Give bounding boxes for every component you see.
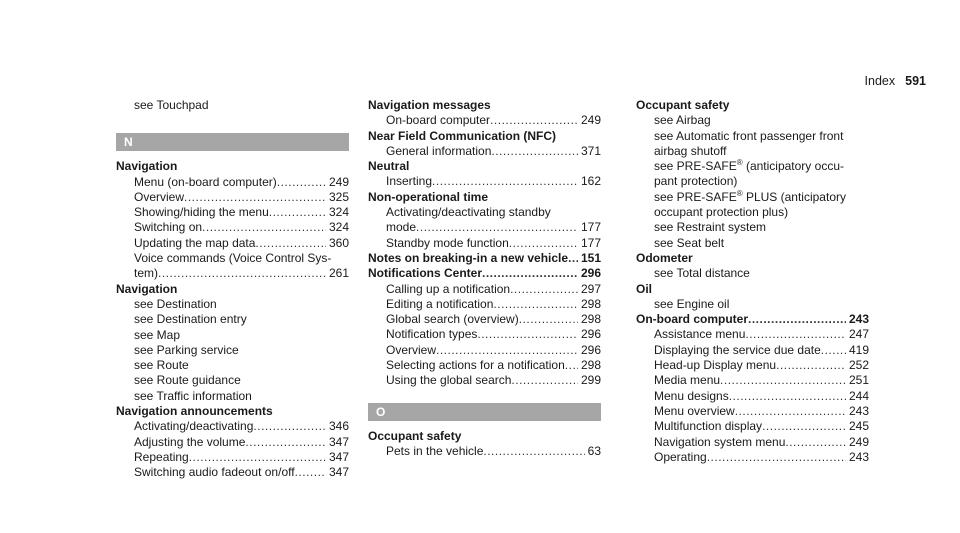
entry-label: Overview bbox=[134, 189, 185, 204]
dot-leader bbox=[785, 435, 846, 450]
dot-leader bbox=[477, 327, 578, 342]
index-entry bbox=[368, 358, 601, 373]
index-column-2 bbox=[368, 98, 601, 459]
index-subentry: see Route bbox=[134, 358, 189, 373]
entry-page-number: 249 bbox=[328, 174, 349, 189]
entry-page-number: 324 bbox=[328, 220, 349, 235]
index-heading: Navigation bbox=[116, 281, 178, 296]
dot-leader bbox=[295, 465, 326, 480]
index-subentry: see Restraint system bbox=[654, 220, 767, 235]
index-entry bbox=[116, 220, 349, 235]
dot-leader bbox=[776, 358, 846, 373]
dot-leader bbox=[720, 373, 846, 388]
entry-label: Navigation system menu bbox=[654, 434, 786, 449]
dot-leader bbox=[189, 450, 326, 465]
index-entry bbox=[636, 419, 869, 434]
entry-label: Switching on bbox=[134, 220, 203, 235]
index-entry bbox=[116, 190, 349, 205]
entry-page-number: 245 bbox=[848, 419, 869, 434]
index-entry bbox=[368, 113, 601, 128]
entry-page-number: 325 bbox=[328, 189, 349, 204]
dot-leader bbox=[184, 190, 326, 205]
entry-page-number: 244 bbox=[848, 388, 869, 403]
index-entry bbox=[368, 297, 601, 312]
index-column-3 bbox=[636, 98, 869, 465]
index-entry bbox=[116, 450, 349, 465]
entry-label: Head-up Display menu bbox=[654, 358, 777, 373]
entry-page-number: 252 bbox=[848, 358, 869, 373]
dot-leader bbox=[482, 266, 578, 281]
index-entry bbox=[368, 144, 601, 159]
index-subentry: see Touchpad bbox=[134, 98, 209, 112]
index-entry bbox=[368, 282, 601, 297]
entry-page-number: 249 bbox=[580, 113, 601, 128]
index-entry bbox=[368, 343, 601, 358]
entry-label: Displaying the service due date bbox=[654, 342, 821, 357]
index-entry bbox=[636, 435, 869, 450]
page-header bbox=[760, 74, 926, 88]
page-number: 591 bbox=[905, 74, 926, 88]
entry-page-number: 151 bbox=[580, 250, 601, 265]
dot-leader bbox=[735, 404, 846, 419]
index-entry bbox=[636, 327, 869, 342]
entry-label: Media menu bbox=[654, 373, 721, 388]
index-entry bbox=[116, 205, 349, 220]
dot-leader bbox=[729, 389, 846, 404]
entry-page-number: 324 bbox=[328, 205, 349, 220]
entry-page-number: 360 bbox=[328, 235, 349, 250]
index-entry bbox=[636, 343, 869, 358]
entry-label: Menu overview bbox=[654, 403, 735, 418]
entry-page-number: 296 bbox=[580, 327, 601, 342]
index-subentry: Voice commands (Voice Control Sys- bbox=[134, 251, 332, 266]
entry-page-number: 297 bbox=[580, 281, 601, 296]
entry-label: Adjusting the volume bbox=[134, 434, 246, 449]
index-entry bbox=[368, 373, 601, 388]
entry-page-number: 299 bbox=[580, 373, 601, 388]
index-subentry: airbag shutoff bbox=[654, 143, 727, 158]
entry-page-number: 347 bbox=[328, 465, 349, 480]
index-heading-entry bbox=[368, 266, 601, 281]
index-entry bbox=[368, 236, 601, 251]
index-heading: Odometer bbox=[636, 250, 693, 265]
dot-leader bbox=[432, 174, 578, 189]
entry-page-number: 243 bbox=[848, 312, 869, 327]
dot-leader bbox=[748, 312, 846, 327]
entry-label: Using the global search bbox=[386, 373, 512, 388]
index-heading: Non-operational time bbox=[368, 189, 489, 204]
index-entry bbox=[116, 236, 349, 251]
section-letter-bar: N bbox=[116, 133, 349, 151]
entry-page-number: 347 bbox=[328, 434, 349, 449]
dot-leader bbox=[568, 251, 578, 266]
dot-leader bbox=[245, 435, 326, 450]
index-heading: Near Field Communication (NFC) bbox=[368, 128, 557, 143]
index-subentry: see Route guidance bbox=[134, 373, 241, 388]
entry-label: Showing/hiding the menu bbox=[134, 205, 269, 220]
index-column-1 bbox=[116, 98, 349, 481]
entry-page-number: 298 bbox=[580, 312, 601, 327]
dot-leader bbox=[483, 444, 584, 459]
entry-label: On-board computer bbox=[636, 312, 749, 327]
entry-page-number: 371 bbox=[580, 143, 601, 158]
entry-page-number: 298 bbox=[580, 358, 601, 373]
entry-label: Standby mode function bbox=[386, 235, 509, 250]
entry-page-number: 347 bbox=[328, 449, 349, 464]
entry-page-number: 243 bbox=[848, 403, 869, 418]
dot-leader bbox=[509, 236, 578, 251]
index-subentry: see Airbag bbox=[654, 113, 711, 128]
entry-label: Menu designs bbox=[654, 388, 729, 403]
entry-label: Global search (overview) bbox=[386, 312, 519, 327]
entry-label: Switching audio fadeout on/off bbox=[134, 465, 295, 480]
entry-label: Overview bbox=[386, 342, 437, 357]
entry-label: Multifunction display bbox=[654, 419, 763, 434]
dot-leader bbox=[490, 113, 578, 128]
index-heading: Neutral bbox=[368, 159, 410, 174]
entry-label: Editing a notification bbox=[386, 296, 494, 311]
spacer bbox=[116, 113, 349, 119]
index-heading: Occupant safety bbox=[368, 428, 462, 443]
index-heading: Occupant safety bbox=[636, 98, 730, 112]
index-entry bbox=[116, 465, 349, 480]
entry-label: Repeating bbox=[134, 449, 189, 464]
index-entry bbox=[368, 444, 601, 459]
index-entry bbox=[368, 312, 601, 327]
dot-leader bbox=[158, 266, 326, 281]
entry-label: Assistance menu bbox=[654, 327, 746, 342]
dot-leader bbox=[269, 205, 326, 220]
entry-page-number: 346 bbox=[328, 419, 349, 434]
index-entry bbox=[368, 327, 601, 342]
entry-label: Selecting actions for a notification bbox=[386, 358, 565, 373]
entry-page-number: 177 bbox=[580, 220, 601, 235]
index-entry bbox=[636, 373, 869, 388]
entry-page-number: 296 bbox=[580, 266, 601, 281]
index-subentry: see Traffic information bbox=[134, 388, 252, 403]
entry-label: Activating/deactivating bbox=[134, 419, 254, 434]
index-heading: Oil bbox=[636, 281, 653, 296]
index-subentry: occupant protection plus) bbox=[654, 205, 789, 220]
index-subentry: pant protection) bbox=[654, 174, 738, 189]
index-entry bbox=[116, 435, 349, 450]
index-subentry: see Seat belt bbox=[654, 235, 725, 250]
index-subentry: see Automatic front passenger front bbox=[654, 128, 844, 143]
dot-leader bbox=[255, 236, 326, 251]
entry-page-number: 177 bbox=[580, 235, 601, 250]
dot-leader bbox=[511, 373, 578, 388]
index-entry bbox=[116, 175, 349, 190]
entry-label: Menu (on-board computer) bbox=[134, 174, 277, 189]
section-letter-bar: O bbox=[368, 403, 601, 421]
entry-label: Updating the map data bbox=[134, 235, 256, 250]
index-subentry: see PRE-SAFE® (anticipatory occu- bbox=[654, 159, 844, 174]
entry-page-number: 298 bbox=[580, 296, 601, 311]
entry-label: Calling up a notification bbox=[386, 281, 511, 296]
dot-leader bbox=[253, 419, 326, 434]
index-entry bbox=[636, 358, 869, 373]
entry-page-number: 249 bbox=[848, 434, 869, 449]
index-subentry: see Engine oil bbox=[654, 296, 730, 311]
dot-leader bbox=[416, 220, 578, 235]
index-entry bbox=[368, 174, 601, 189]
entry-label: Notes on breaking-in a new vehicle bbox=[368, 250, 569, 265]
index-heading: Navigation announcements bbox=[116, 404, 273, 419]
entry-label: Notifications Center bbox=[368, 266, 483, 281]
index-subentry: Activating/deactivating standby bbox=[386, 205, 551, 220]
header-label: Index bbox=[864, 74, 896, 88]
entry-label: Pets in the vehicle bbox=[386, 443, 484, 458]
index-heading-entry bbox=[368, 251, 601, 266]
entry-label: General information bbox=[386, 143, 492, 158]
entry-page-number: 251 bbox=[848, 373, 869, 388]
dot-leader bbox=[202, 220, 326, 235]
entry-label: mode bbox=[386, 220, 417, 235]
index-subentry: see PRE-SAFE® PLUS (anticipatory bbox=[654, 189, 846, 204]
index-heading: Navigation messages bbox=[368, 98, 491, 112]
index-entry bbox=[116, 419, 349, 434]
index-entry bbox=[368, 220, 601, 235]
entry-label: Notification types bbox=[386, 327, 478, 342]
entry-page-number: 296 bbox=[580, 342, 601, 357]
index-heading-entry bbox=[636, 312, 869, 327]
dot-leader bbox=[510, 282, 578, 297]
dot-leader bbox=[436, 343, 578, 358]
entry-label: Inserting bbox=[386, 174, 433, 189]
dot-leader bbox=[519, 312, 578, 327]
dot-leader bbox=[565, 358, 578, 373]
dot-leader bbox=[707, 450, 846, 465]
dot-leader bbox=[762, 419, 846, 434]
entry-page-number: 162 bbox=[580, 174, 601, 189]
dot-leader bbox=[277, 175, 326, 190]
index-entry bbox=[116, 266, 349, 281]
index-entry bbox=[636, 389, 869, 404]
index-entry bbox=[636, 450, 869, 465]
entry-page-number: 261 bbox=[328, 266, 349, 281]
index-heading: Navigation bbox=[116, 159, 178, 174]
dot-leader bbox=[745, 327, 846, 342]
entry-page-number: 63 bbox=[587, 443, 601, 458]
entry-label: On-board computer bbox=[386, 113, 491, 128]
index-subentry: see Map bbox=[134, 327, 181, 342]
entry-page-number: 247 bbox=[848, 327, 869, 342]
entry-label: Operating bbox=[654, 449, 707, 464]
index-subentry: see Total distance bbox=[654, 266, 750, 281]
index-entry bbox=[636, 404, 869, 419]
index-subentry: see Destination entry bbox=[134, 312, 247, 327]
dot-leader bbox=[821, 343, 846, 358]
dot-leader bbox=[493, 297, 578, 312]
entry-label: tem) bbox=[134, 266, 158, 281]
entry-page-number: 243 bbox=[848, 449, 869, 464]
index-subentry: see Destination bbox=[134, 296, 217, 311]
index-subentry: see Parking service bbox=[134, 342, 239, 357]
dot-leader bbox=[491, 144, 578, 159]
entry-page-number: 419 bbox=[848, 342, 869, 357]
